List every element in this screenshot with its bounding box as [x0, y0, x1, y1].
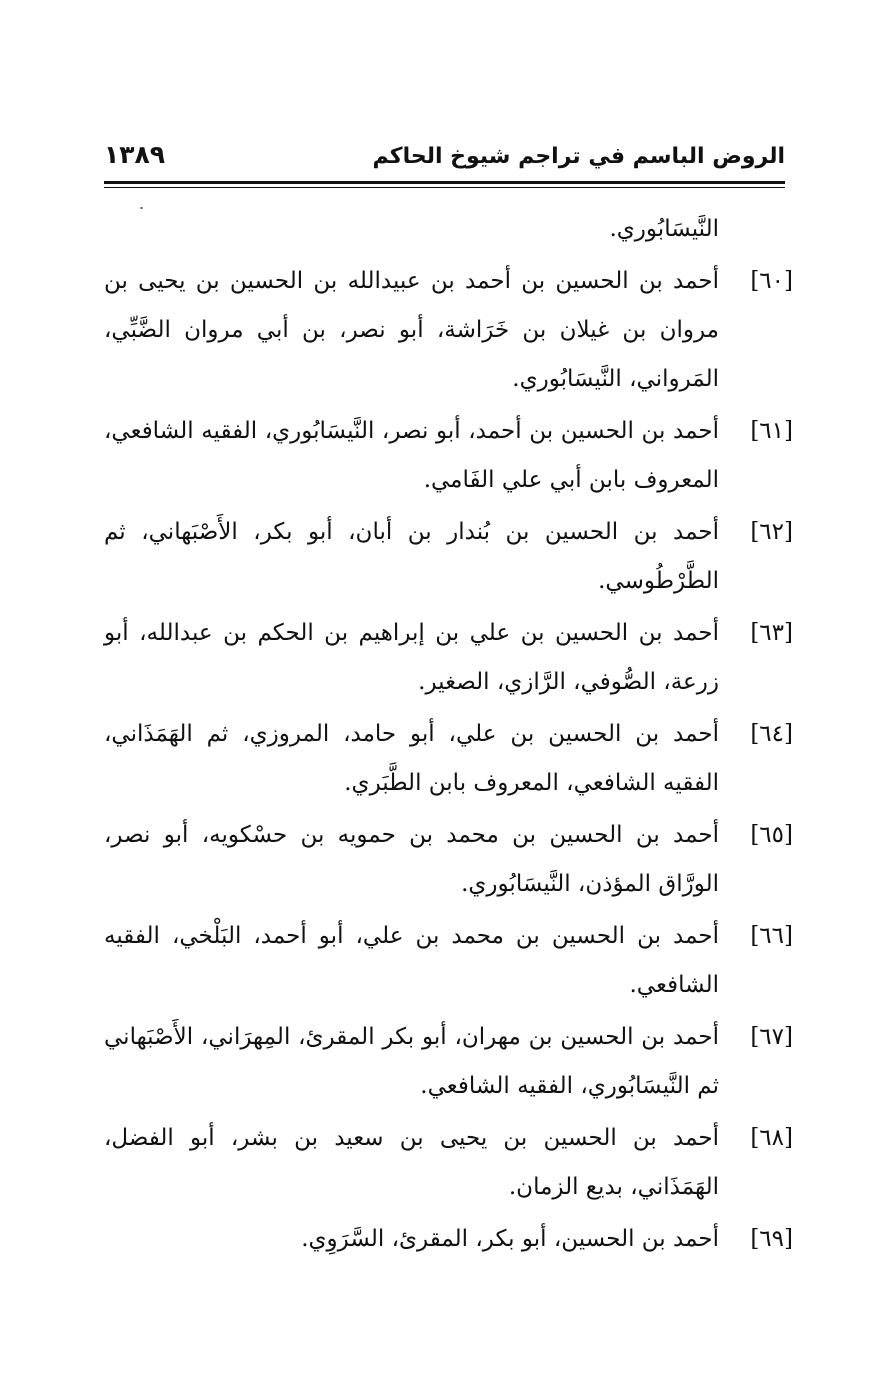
page-body [104, 205, 793, 1267]
entry-number: [٦٨] [750, 1125, 793, 1151]
entry-64 [104, 710, 793, 808]
entry-number: [٦٠] [750, 268, 793, 294]
entry-text: أحمد بن الحسين بن بُندار بن أبان، أبو بكر، الأَصْبَهاني، ثم الطَّرْطُوسي. [104, 519, 719, 594]
entry-65 [104, 811, 793, 909]
page-number: ١٣٨٩ [104, 140, 166, 169]
entry-69 [104, 1215, 793, 1264]
entry-text: أحمد بن الحسين بن يحيى بن سعيد بن بشر، أبو الفضل، الهَمَذَاني، بديع الزمان. [104, 1125, 719, 1200]
entry-text: أحمد بن الحسين بن أحمد بن عبيدالله بن الحسين بن يحيى بن مروان بن غيلان بن خَرَاشة، أبو نصر، بن أبي مروان الضَّبِّي، المَرواني، النَّيسَابُوري. [104, 268, 719, 392]
entry-number: [٦٢] [750, 519, 793, 545]
entry-62 [104, 508, 793, 606]
entry-60 [104, 257, 793, 404]
entry-66 [104, 912, 793, 1010]
entry-number: [٦٧] [750, 1024, 793, 1050]
continuation-text: النَّيسَابُوري. [609, 216, 719, 242]
entry-text: أحمد بن الحسين بن أحمد، أبو نصر، النَّيسَابُوري، الفقيه الشافعي، المعروف بابن أبي علي الفَامي. [104, 418, 719, 493]
entry-text: أحمد بن الحسين بن علي، أبو حامد، المروزي، ثم الهَمَذَاني، الفقيه الشافعي، المعروف بابن الطَّبَري. [104, 721, 719, 796]
entry-number: [٦٥] [750, 822, 793, 848]
header-rule-thick [104, 181, 785, 184]
running-title: الروض الباسم في تراجم شيوخ الحاكم [372, 144, 785, 169]
entry-number: [٦١] [750, 418, 793, 444]
entry-68 [104, 1114, 793, 1212]
entry-number: [٦٤] [750, 721, 793, 747]
entry-text: أحمد بن الحسين بن محمد بن علي، أبو أحمد، البَلْخي، الفقيه الشافعي. [104, 923, 719, 998]
entry-63 [104, 609, 793, 707]
entry-text: أحمد بن الحسين بن مهران، أبو بكر المقرئ، المِهرَاني، الأَصْبَهاني ثم النَّيسَابُوري، الفقيه الشافعي. [104, 1024, 719, 1099]
entry-text: أحمد بن الحسين، أبو بكر، المقرئ، السَّرَوِي. [301, 1226, 719, 1252]
header-rule-thin [104, 187, 785, 188]
entry-61 [104, 407, 793, 505]
entry-number: [٦٦] [750, 923, 793, 949]
entry-67 [104, 1013, 793, 1111]
page-header [104, 140, 785, 176]
entry-text: أحمد بن الحسين بن علي بن إبراهيم بن الحكم بن عبدالله، أبو زرعة، الصُّوفي، الرَّازي، الصغير. [104, 620, 719, 695]
entry-number: [٦٣] [750, 620, 793, 646]
entry-text: أحمد بن الحسين بن محمد بن حمويه بن حسْكويه، أبو نصر، الورَّاق المؤذن، النَّيسَابُوري. [104, 822, 719, 897]
entry-number: [٦٩] [750, 1226, 793, 1252]
continuation-line [104, 205, 793, 254]
